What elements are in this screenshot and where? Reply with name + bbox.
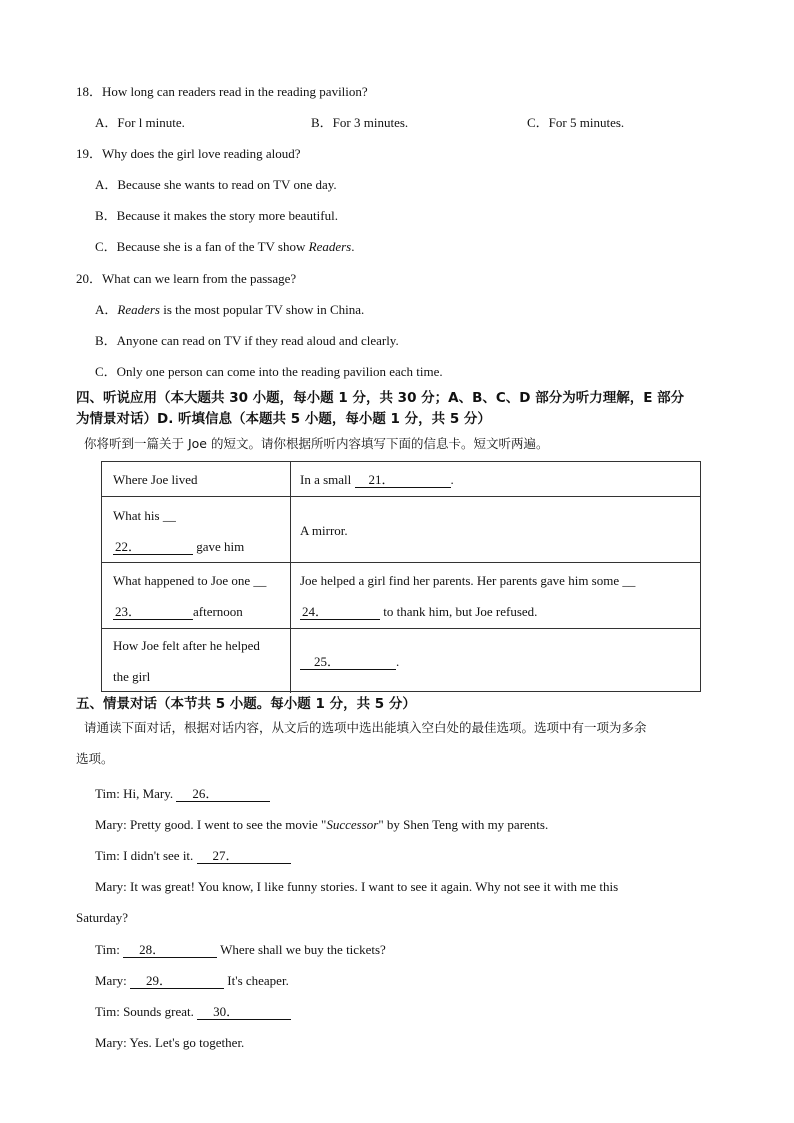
blank-23[interactable]: 23． <box>113 605 193 620</box>
table-cell: Where Joe lived <box>113 472 198 487</box>
dialogue-line-5: Tim: 28． Where shall we buy the tickets? <box>95 942 386 957</box>
table-cell: How Joe felt after he helped <box>113 638 260 653</box>
table-cell: 23． afternoon <box>115 604 243 619</box>
blank-27[interactable]: 27． <box>197 849 291 864</box>
dialogue-line-4-cont: Saturday? <box>76 910 128 925</box>
section5-instruction-line2: 选项。 <box>76 751 114 766</box>
table-cell: the girl <box>113 669 151 684</box>
dialogue-line-8: Mary: Yes. Let's go together. <box>95 1035 245 1050</box>
table-cell: A mirror. <box>300 523 348 538</box>
section5-heading: 五、情景对话（本节共 5 小题。每小题 1 分，共 5 分） <box>76 696 416 712</box>
q18-option-c: C．For 5 minutes. <box>527 115 625 130</box>
q18-option-b: B．For 3 minutes. <box>311 115 409 130</box>
blank-29[interactable]: 29． <box>130 974 224 989</box>
q19-option-a: A．Because she wants to read on TV one day. <box>95 177 337 192</box>
table-row <box>102 462 700 497</box>
section4-heading-line1: 四、听说应用（本大题共 30 小题，每小题 1 分，共 30 分；A、B、C、D 部分为听力理解，E 部分 <box>76 390 685 406</box>
q18-stem: 18．How long can readers read in the reading pavilion? <box>76 84 368 99</box>
q20-option-b: B．Anyone can read on TV if they read aloud and clearly. <box>95 333 399 348</box>
q20-option-a: A．Readers is the most popular TV show in China. <box>95 302 365 317</box>
info-card-table <box>101 461 701 692</box>
dialogue-line-6: Mary: 29． It's cheaper. <box>95 973 289 988</box>
table-row <box>102 629 700 693</box>
dialogue-line-4: Mary: It was great! You know, I like funny stories. I want to see it again. Why not see it with me this <box>95 879 619 894</box>
blank-22[interactable]: 22． <box>113 540 193 555</box>
table-row <box>102 563 700 629</box>
table-cell: In a small 21． . <box>300 472 454 487</box>
blank-28[interactable]: 28． <box>123 943 217 958</box>
table-cell: 25． . <box>300 654 399 670</box>
q20-option-c: C．Only one person can come into the reading pavilion each time. <box>95 364 443 379</box>
table-cell: Joe helped a girl find her parents. Her parents gave him some __ <box>300 573 636 588</box>
dialogue-line-2: Mary: Pretty good. I went to see the movie "Successor" by Shen Teng with my parents. <box>95 817 549 832</box>
table-cell: What his __ <box>113 508 176 523</box>
q19-stem: 19．Why does the girl love reading aloud? <box>76 146 301 161</box>
section4-heading-line2: 为情景对话）D. 听填信息（本题共 5 小题，每小题 1 分，共 5 分） <box>76 411 491 427</box>
dialogue-line-1: Tim: Hi, Mary. 26． <box>95 786 270 802</box>
section4-instruction: 你将听到一篇关于 Joe 的短文。请你根据所听内容填写下面的信息卡。短文听两遍。 <box>84 436 549 451</box>
q18-option-a: A．For l minute. <box>95 115 185 130</box>
section5-instruction-line1: 请通读下面对话，根据对话内容，从文后的选项中选出能填入空白处的最佳选项。选项中有一项为多余 <box>84 720 647 735</box>
table-cell: 24． to thank him, but Joe refused. <box>302 604 538 619</box>
dialogue-line-7: Tim: Sounds great. 30． <box>95 1004 291 1020</box>
blank-26[interactable]: 26． <box>176 787 270 802</box>
q20-stem: 20．What can we learn from the passage? <box>76 271 297 286</box>
table-row <box>102 497 700 563</box>
dialogue-line-3: Tim: I didn't see it. 27． <box>95 848 291 864</box>
table-cell: What happened to Joe one __ <box>113 573 267 588</box>
q19-option-c: C．Because she is a fan of the TV show Readers. <box>95 239 355 254</box>
table-cell: 22． gave him <box>115 539 245 554</box>
blank-25[interactable]: 25． <box>300 655 396 670</box>
blank-30[interactable]: 30． <box>197 1005 291 1020</box>
q19-option-b: B．Because it makes the story more beautiful. <box>95 208 338 223</box>
blank-21[interactable]: 21． <box>355 473 451 488</box>
blank-24[interactable]: 24． <box>300 605 380 620</box>
